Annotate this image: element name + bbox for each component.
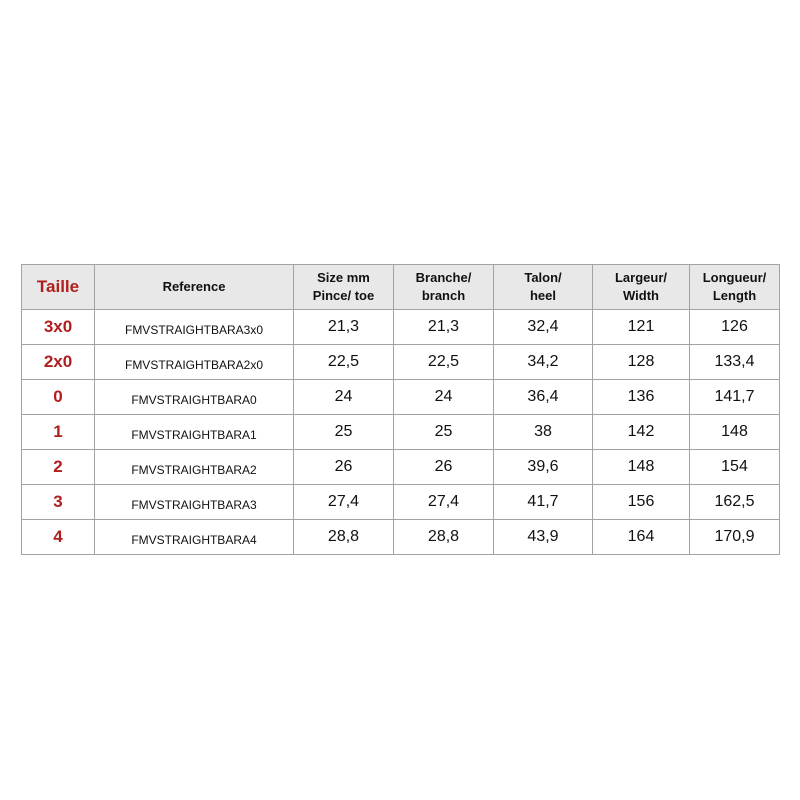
cell-longueur: 170,9: [690, 520, 780, 555]
cell-reference: FMVSTRAIGHTBARA3x0: [95, 310, 294, 345]
header-longueur-line-1: Longueur/: [702, 270, 767, 285]
header-reference: Reference: [95, 265, 294, 310]
table-row: [22, 485, 780, 520]
cell-taille: 2x0: [22, 345, 95, 380]
cell-branche: 28,8: [394, 520, 494, 555]
cell-longueur: 148: [690, 415, 780, 450]
table-row: [22, 380, 780, 415]
cell-largeur: 164: [593, 520, 690, 555]
cell-taille: 2: [22, 450, 95, 485]
cell-talon: 34,2: [494, 345, 593, 380]
header-size-line-1: Size mm: [317, 270, 370, 285]
cell-taille: 3: [22, 485, 95, 520]
cell-size: 26: [294, 450, 394, 485]
cell-largeur: 142: [593, 415, 690, 450]
header-longueur-line-2: Length: [712, 288, 757, 303]
table-row: [22, 520, 780, 555]
header-talon-line-1: Talon/: [524, 270, 562, 285]
cell-longueur: 126: [690, 310, 780, 345]
cell-taille: 0: [22, 380, 95, 415]
cell-size: 28,8: [294, 520, 394, 555]
cell-size: 21,3: [294, 310, 394, 345]
header-branche-line-2: branch: [421, 288, 466, 303]
cell-size: 25: [294, 415, 394, 450]
header-size-line-2: Pince/ toe: [312, 288, 375, 303]
cell-branche: 25: [394, 415, 494, 450]
cell-branche: 26: [394, 450, 494, 485]
cell-longueur: 133,4: [690, 345, 780, 380]
cell-largeur: 148: [593, 450, 690, 485]
cell-longueur: 141,7: [690, 380, 780, 415]
cell-size: 24: [294, 380, 394, 415]
cell-largeur: 136: [593, 380, 690, 415]
cell-reference: FMVSTRAIGHTBARA1: [95, 415, 294, 450]
table-row: [22, 450, 780, 485]
header-largeur-line-2: Width: [623, 288, 659, 303]
header-size: [294, 265, 394, 310]
header-largeur-line-1: Largeur/: [614, 270, 667, 285]
cell-reference: FMVSTRAIGHTBARA4: [95, 520, 294, 555]
cell-talon: 39,6: [494, 450, 593, 485]
cell-branche: 21,3: [394, 310, 494, 345]
header-branche: [394, 265, 494, 310]
cell-talon: 38: [494, 415, 593, 450]
header-talon-line-2: heel: [529, 288, 556, 303]
cell-talon: 43,9: [494, 520, 593, 555]
table-header-row: [22, 265, 780, 310]
table-row: [22, 310, 780, 345]
cell-longueur: 162,5: [690, 485, 780, 520]
header-talon: [494, 265, 593, 310]
header-largeur: [593, 265, 690, 310]
header-taille: Taille: [22, 265, 95, 310]
cell-branche: 22,5: [394, 345, 494, 380]
cell-talon: 32,4: [494, 310, 593, 345]
cell-largeur: 121: [593, 310, 690, 345]
cell-taille: 1: [22, 415, 95, 450]
cell-talon: 36,4: [494, 380, 593, 415]
cell-branche: 27,4: [394, 485, 494, 520]
cell-branche: 24: [394, 380, 494, 415]
cell-size: 22,5: [294, 345, 394, 380]
cell-size: 27,4: [294, 485, 394, 520]
cell-talon: 41,7: [494, 485, 593, 520]
cell-largeur: 128: [593, 345, 690, 380]
cell-longueur: 154: [690, 450, 780, 485]
cell-reference: FMVSTRAIGHTBARA0: [95, 380, 294, 415]
cell-reference: FMVSTRAIGHTBARA2: [95, 450, 294, 485]
table-row: [22, 415, 780, 450]
size-chart-table: [21, 264, 780, 555]
header-longueur: [690, 265, 780, 310]
cell-taille: 3x0: [22, 310, 95, 345]
cell-largeur: 156: [593, 485, 690, 520]
cell-reference: FMVSTRAIGHTBARA2x0: [95, 345, 294, 380]
cell-reference: FMVSTRAIGHTBARA3: [95, 485, 294, 520]
table-row: [22, 345, 780, 380]
cell-taille: 4: [22, 520, 95, 555]
header-branche-line-1: Branche/: [415, 270, 472, 285]
